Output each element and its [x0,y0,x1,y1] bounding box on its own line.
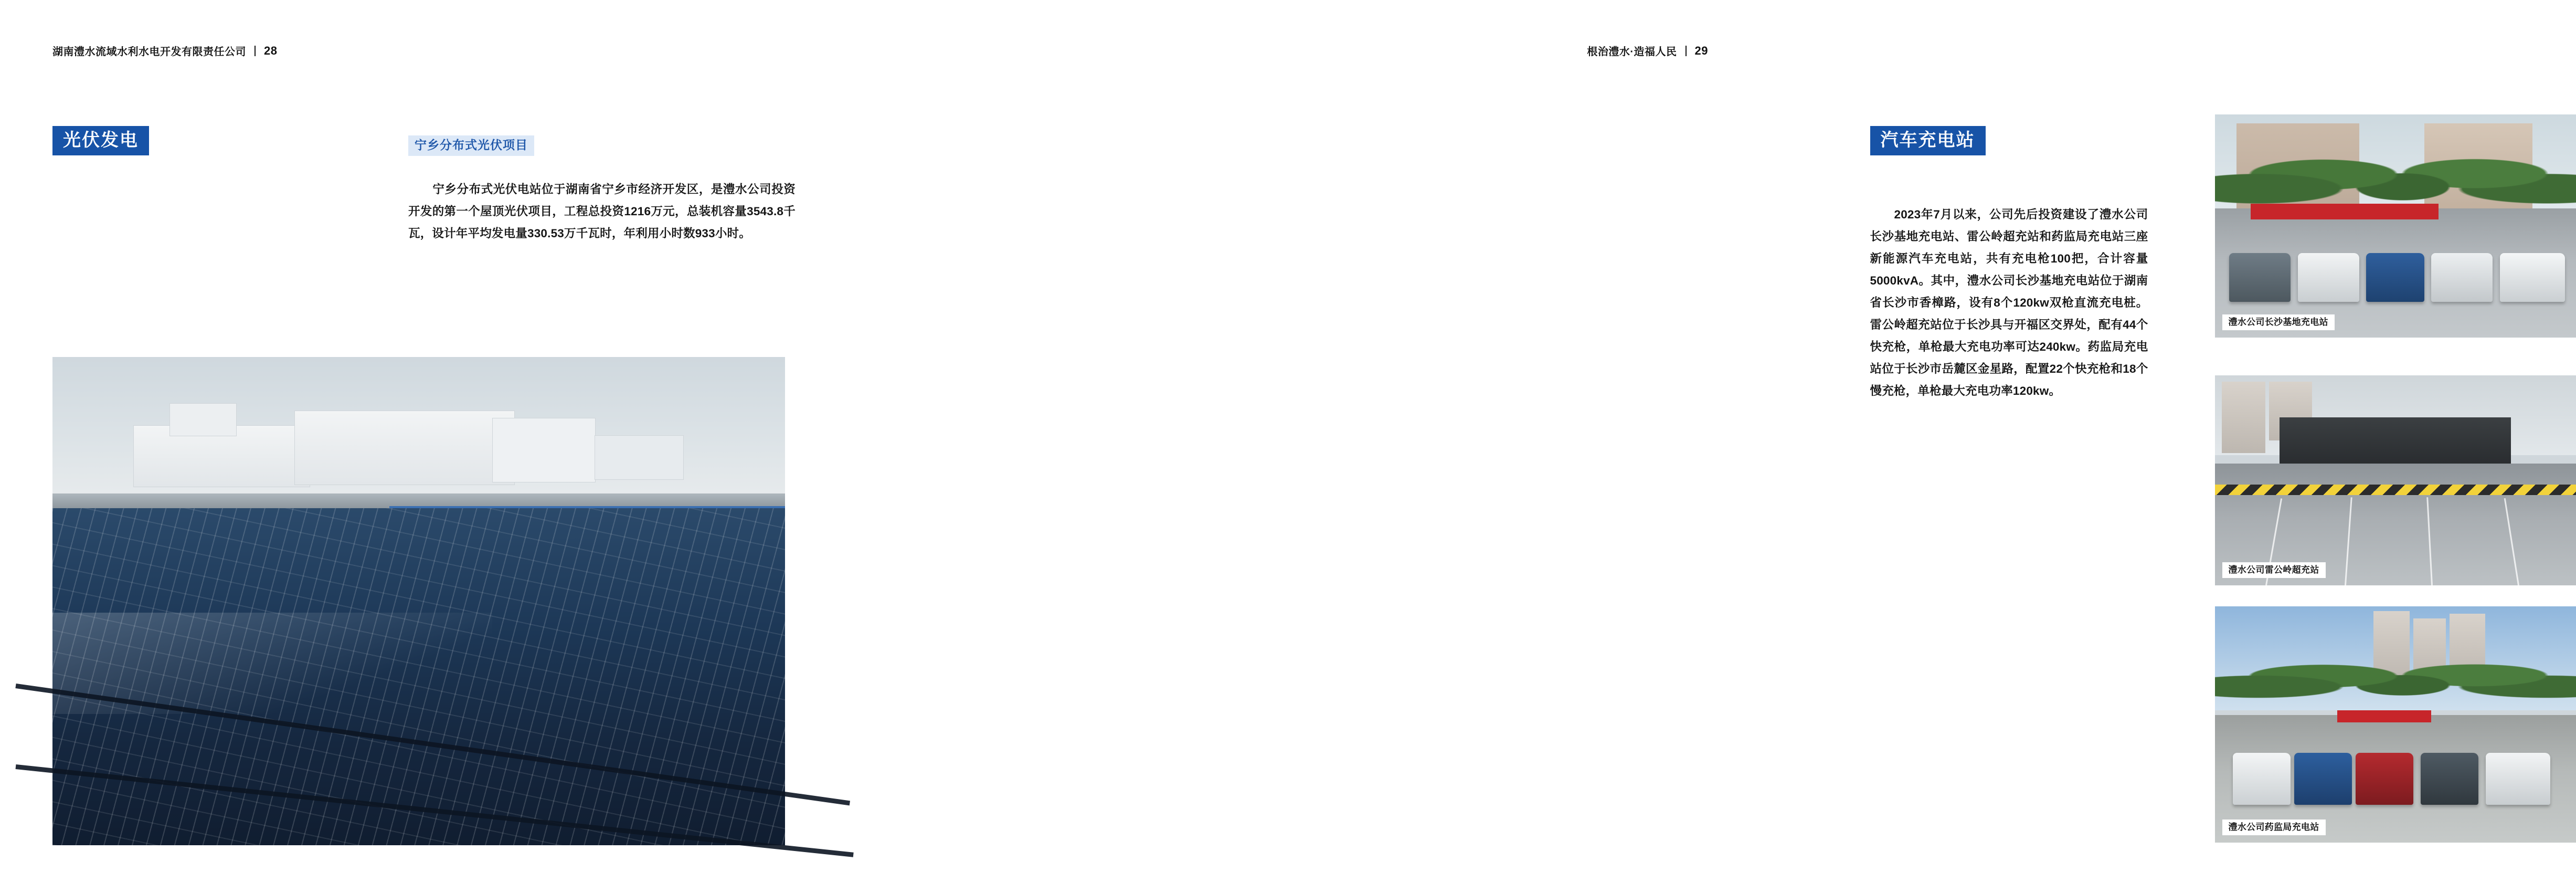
building-block [492,418,596,482]
running-head-right [1587,43,1708,58]
parked-car [2431,253,2493,302]
running-head-right-text: 根治澧水·造福人民 [1587,46,1677,58]
right-page [881,0,2328,893]
running-head-separator [255,46,256,56]
left-page [0,0,881,893]
parked-car [2356,753,2413,805]
page-number-right: 29 [1694,44,1708,57]
parked-car [2298,253,2359,302]
parked-car [2421,753,2478,805]
photo-solar-panels-artwork [52,357,785,845]
running-head-left-text: 湖南澧水流域水利水电开发有限责任公司 [52,46,246,58]
section-heading-photovoltaic: 光伏发电 [52,126,149,155]
photo-caption: 澧水公司药监局充电站 [2222,820,2326,835]
photo-solar-panels [52,357,785,845]
running-head-separator [1685,46,1687,56]
tree-canopy [2215,644,2576,715]
section-heading-ev-charging: 汽车充电站 [1870,126,1986,155]
parked-car [2294,753,2352,805]
building-block [2222,382,2265,453]
photo-caption: 澧水公司雷公岭超充站 [2222,562,2326,578]
building-block [294,411,515,485]
body-text-photovoltaic [408,178,796,245]
photo-leigongling-supercharge-station-artwork [2215,375,2576,585]
building-block [595,435,684,480]
body-text-photovoltaic-content: 宁乡分布式光伏电站位于湖南省宁乡市经济开发区，是澧水公司投资开发的第一个屋顶光伏项目，工程总投资1216万元，总装机容量3543.8千瓦，设计年平均发电量330.53万千瓦时，年利用小时数933小时。 [408,183,796,240]
body-text-ev-charging-content: 2023年7月以来，公司先后投资建设了澧水公司长沙基地充电站、雷公岭超充站和药监局充电站三座新能源汽车充电站，共有充电枪100把，合计容量5000kvA。其中，澧水公司长沙基地充电站位于湖南省长沙市香樟路，设有8个120kw双枪直流充电桩。雷公岭超充站位于长沙具与开福区交界处，配有44个快充枪，单枪最大充电功率可达240kw。药监局充电站位于长沙市岳麓区金星路，配置22个快充枪和18个慢充枪，单枪最大充电功率120kw。 [1870,208,2148,397]
parked-car [2366,253,2424,302]
photo-changsha-base-station [2215,114,2576,338]
solar-panel-array [52,508,785,845]
red-banner [2251,204,2439,219]
parked-car [2500,253,2565,302]
building-block [169,403,237,436]
photo-drug-administration-station [2215,606,2576,843]
parked-car [2229,253,2291,302]
photo-changsha-base-station-artwork [2215,114,2576,338]
page-number-left: 28 [264,44,278,57]
red-banner [2337,710,2431,722]
running-head-left [52,43,277,58]
photo-leigongling-supercharge-station [2215,375,2576,585]
photo-caption: 澧水公司长沙基地充电站 [2222,314,2335,330]
photo-drug-administration-station-artwork [2215,606,2576,843]
body-text-ev-charging [1870,204,2148,402]
sub-heading-ningxiang-project: 宁乡分布式光伏项目 [408,135,534,156]
parked-car [2486,753,2551,805]
charging-canopy [2280,417,2510,464]
warning-stripe-curb [2215,485,2576,495]
parked-car [2233,753,2291,805]
panel-row-gap [16,764,854,857]
